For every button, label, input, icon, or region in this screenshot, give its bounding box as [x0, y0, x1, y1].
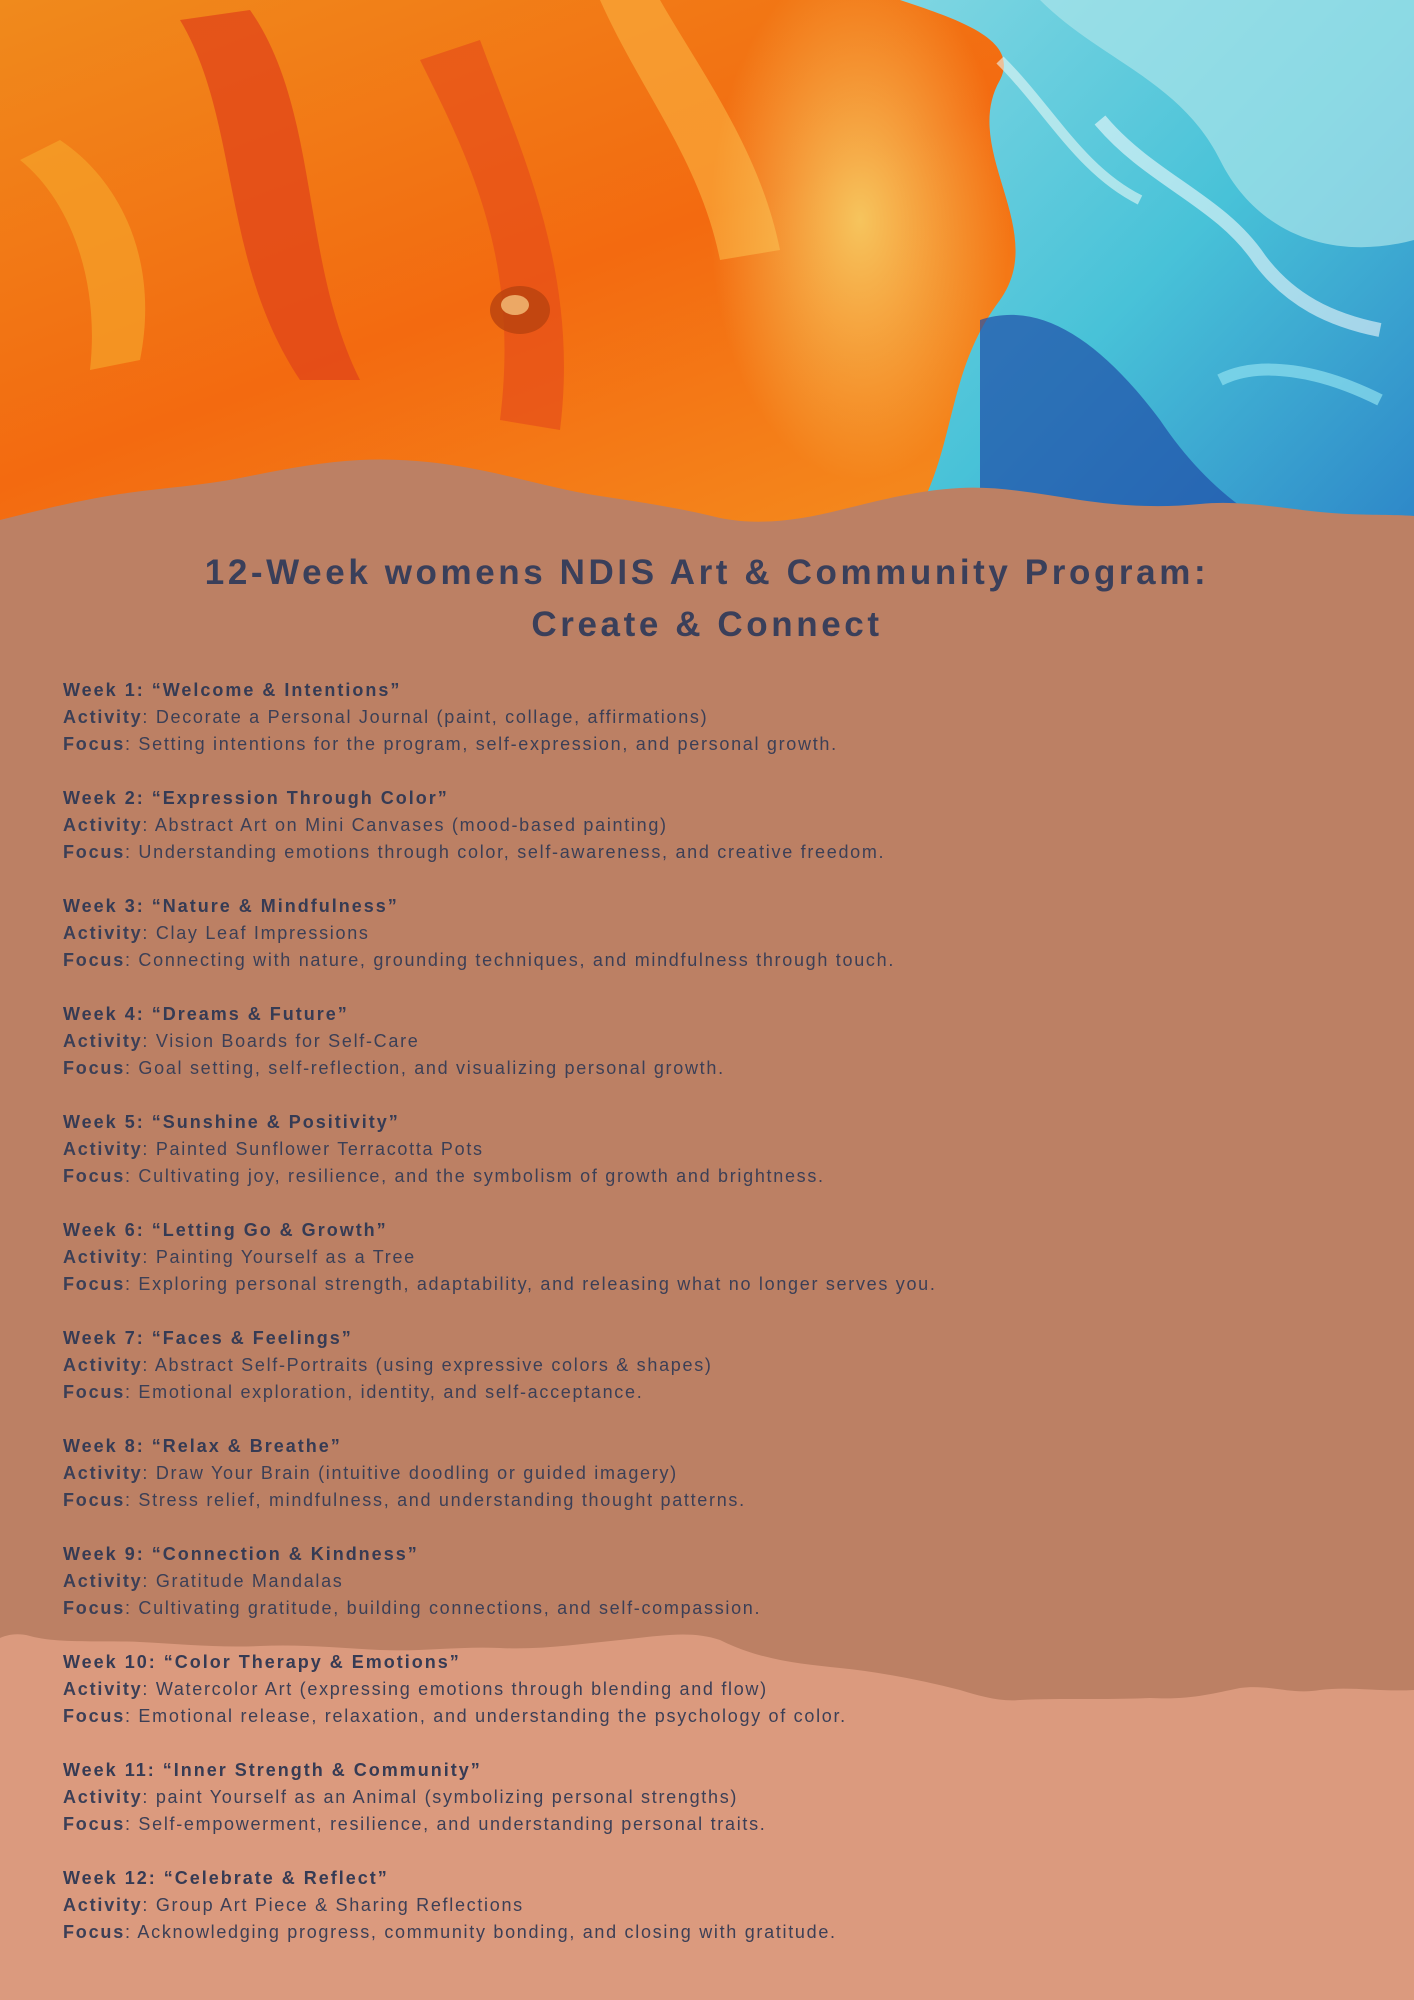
focus-line: [63, 1163, 1363, 1190]
title-line-2: Create & Connect: [531, 605, 883, 644]
week-heading: Week 2: “Expression Through Color”: [63, 788, 449, 808]
activity-label: Activity: [63, 1031, 143, 1051]
weekly-schedule: [63, 677, 1363, 1973]
week-7: [63, 1325, 1363, 1406]
week-4: [63, 1001, 1363, 1082]
focus-text: : Understanding emotions through color, self-awareness, and creative freedom.: [125, 842, 886, 862]
week-heading: Week 12: “Celebrate & Reflect”: [63, 1868, 389, 1888]
focus-label: Focus: [63, 1490, 126, 1510]
focus-text: : Stress relief, mindfulness, and understanding thought patterns.: [125, 1490, 746, 1510]
title-line-1: 12-Week womens NDIS Art & Community Program:: [204, 553, 1210, 592]
focus-label: Focus: [63, 734, 126, 754]
week-heading: Week 1: “Welcome & Intentions”: [63, 680, 402, 700]
activity-line: [63, 812, 1363, 839]
focus-text: : Emotional exploration, identity, and self-acceptance.: [125, 1382, 644, 1402]
activity-line: [63, 1568, 1363, 1595]
activity-line: [63, 920, 1363, 947]
focus-label: Focus: [63, 1166, 126, 1186]
week-heading: Week 11: “Inner Strength & Community”: [63, 1760, 482, 1780]
week-5: [63, 1109, 1363, 1190]
week-12: [63, 1865, 1363, 1946]
focus-line: [63, 947, 1363, 974]
week-9: [63, 1541, 1363, 1622]
week-1: [63, 677, 1363, 758]
week-heading: Week 6: “Letting Go & Growth”: [63, 1220, 388, 1240]
focus-label: Focus: [63, 1382, 126, 1402]
activity-label: Activity: [63, 923, 143, 943]
focus-label: Focus: [63, 1598, 126, 1618]
focus-text: : Cultivating joy, resilience, and the symbolism of growth and brightness.: [125, 1166, 825, 1186]
activity-label: Activity: [63, 1247, 143, 1267]
focus-label: Focus: [63, 1058, 126, 1078]
focus-label: Focus: [63, 950, 126, 970]
focus-text: : Exploring personal strength, adaptability, and releasing what no longer serves you.: [125, 1274, 937, 1294]
activity-text: : Abstract Art on Mini Canvases (mood-based painting): [142, 815, 668, 835]
focus-line: [63, 1055, 1363, 1082]
focus-line: [63, 1703, 1363, 1730]
focus-line: [63, 839, 1363, 866]
activity-label: Activity: [63, 1571, 143, 1591]
focus-label: Focus: [63, 1814, 126, 1834]
focus-text: : Self-empowerment, resilience, and understanding personal traits.: [125, 1814, 767, 1834]
activity-text: : Group Art Piece & Sharing Reflections: [142, 1895, 524, 1915]
activity-line: [63, 1028, 1363, 1055]
focus-text: : Goal setting, self-reflection, and visualizing personal growth.: [125, 1058, 725, 1078]
week-heading: Week 4: “Dreams & Future”: [63, 1004, 349, 1024]
week-10: [63, 1649, 1363, 1730]
week-3: [63, 893, 1363, 974]
focus-text: : Acknowledging progress, community bonding, and closing with gratitude.: [125, 1922, 837, 1942]
activity-label: Activity: [63, 1463, 143, 1483]
activity-text: : Gratitude Mandalas: [142, 1571, 344, 1591]
activity-label: Activity: [63, 707, 143, 727]
week-heading: Week 10: “Color Therapy & Emotions”: [63, 1652, 461, 1672]
focus-text: : Cultivating gratitude, building connections, and self-compassion.: [125, 1598, 762, 1618]
activity-line: [63, 1784, 1363, 1811]
activity-text: : Watercolor Art (expressing emotions through blending and flow): [142, 1679, 768, 1699]
week-8: [63, 1433, 1363, 1514]
activity-text: : Abstract Self-Portraits (using expressive colors & shapes): [142, 1355, 713, 1375]
activity-text: : Vision Boards for Self-Care: [142, 1031, 420, 1051]
activity-label: Activity: [63, 815, 143, 835]
activity-label: Activity: [63, 1895, 143, 1915]
focus-text: : Setting intentions for the program, self-expression, and personal growth.: [125, 734, 838, 754]
focus-label: Focus: [63, 842, 126, 862]
focus-line: [63, 1811, 1363, 1838]
focus-label: Focus: [63, 1922, 126, 1942]
focus-text: : Connecting with nature, grounding techniques, and mindfulness through touch.: [125, 950, 896, 970]
activity-label: Activity: [63, 1355, 143, 1375]
week-heading: Week 5: “Sunshine & Positivity”: [63, 1112, 400, 1132]
focus-text: : Emotional release, relaxation, and understanding the psychology of color.: [125, 1706, 847, 1726]
focus-line: [63, 1487, 1363, 1514]
activity-line: [63, 1676, 1363, 1703]
activity-line: [63, 1352, 1363, 1379]
focus-line: [63, 1919, 1363, 1946]
week-11: [63, 1757, 1363, 1838]
focus-line: [63, 1271, 1363, 1298]
focus-line: [63, 1379, 1363, 1406]
week-2: [63, 785, 1363, 866]
week-heading: Week 7: “Faces & Feelings”: [63, 1328, 353, 1348]
focus-line: [63, 1595, 1363, 1622]
activity-line: [63, 1136, 1363, 1163]
activity-text: : Painting Yourself as a Tree: [142, 1247, 416, 1267]
activity-text: : Painted Sunflower Terracotta Pots: [142, 1139, 484, 1159]
week-6: [63, 1217, 1363, 1298]
activity-label: Activity: [63, 1787, 143, 1807]
activity-text: : Draw Your Brain (intuitive doodling or guided imagery): [142, 1463, 678, 1483]
week-heading: Week 8: “Relax & Breathe”: [63, 1436, 342, 1456]
week-heading: Week 9: “Connection & Kindness”: [63, 1544, 419, 1564]
activity-line: [63, 1892, 1363, 1919]
page-title: [0, 547, 1414, 651]
activity-line: [63, 704, 1363, 731]
activity-label: Activity: [63, 1679, 143, 1699]
activity-line: [63, 1460, 1363, 1487]
focus-label: Focus: [63, 1706, 126, 1726]
focus-label: Focus: [63, 1274, 126, 1294]
activity-line: [63, 1244, 1363, 1271]
activity-text: : paint Yourself as an Animal (symbolizing personal strengths): [142, 1787, 739, 1807]
activity-label: Activity: [63, 1139, 143, 1159]
activity-text: : Decorate a Personal Journal (paint, collage, affirmations): [142, 707, 709, 727]
activity-text: : Clay Leaf Impressions: [142, 923, 370, 943]
focus-line: [63, 731, 1363, 758]
week-heading: Week 3: “Nature & Mindfulness”: [63, 896, 399, 916]
